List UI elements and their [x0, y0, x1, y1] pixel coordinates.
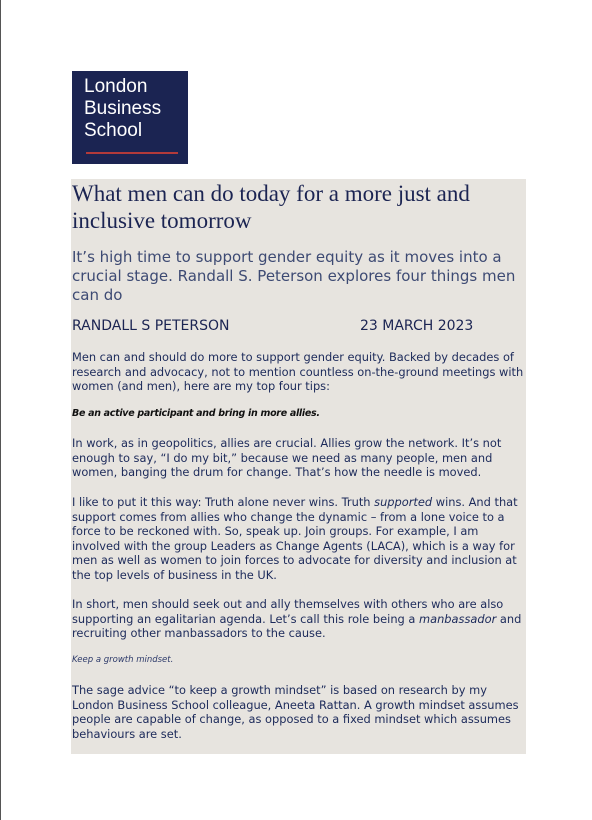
publish-date: 23 MARCH 2023 — [360, 318, 474, 334]
emphasis-text: manbassador — [419, 611, 497, 626]
author-name[interactable]: RANDALL S PETERSON — [72, 318, 230, 334]
paragraph-text: I like to put it this way: Truth alone never wins. Truth — [72, 495, 375, 509]
paragraph-allies: In work, as in geopolitics, allies are crucial. Allies grow the network. It’s not enough to say, “I do my bit,” because we need as many people, men and women, banging the drum for change. That’s how the needle is moved. — [72, 436, 502, 480]
paragraph-text: wins. And that support comes from allies who change the dynamic – from a lone voice to a force to be reckoned with. So, speak up. Join groups. For example, I am involved with the group Leaders as Change Agents (LACA), which is a way for men as well as women to join forces to advocate for diversity and inclusion at the top levels of business in the UK. — [72, 495, 518, 582]
logo-line-1: London — [84, 76, 148, 97]
paragraph-text: and recruiting other manbassadors to the cause. — [72, 611, 522, 641]
article-title: What men can do today for a more just and inclusive tomorrow — [72, 181, 470, 233]
paragraph-text: In short, men should seek out and ally themselves with others who are also supporting an egalitarian agenda. Let’s call this role being a — [72, 597, 504, 626]
paragraph-manbassador — [72, 597, 524, 641]
byline — [72, 318, 492, 338]
intro-paragraph: Men can and should do more to support gender equity. Backed by decades of research and advocacy, not to mention countless on-the-ground meetings with women (and men), here are my top four tips: — [72, 350, 524, 394]
logo-line-3: School — [84, 120, 143, 141]
lbs-logo[interactable] — [72, 71, 188, 164]
page-edge-rule — [0, 0, 1, 820]
article-subtitle: It’s high time to support gender equity as it moves into a crucial stage. Randall S. Peterson explores four things men can do — [72, 248, 516, 304]
emphasis-text: supported — [374, 495, 433, 509]
paragraph-growth-mindset: The sage advice “to keep a growth mindset” is based on research by my London Business School colleague, Aneeta Rattan. A growth mindset assumes people are capable of change, as opposed to a fixed mindset which assumes behaviours are set. — [72, 683, 519, 741]
paragraph-truth-supported — [72, 495, 524, 583]
tip-heading-1: Be an active participant and bring in more allies. — [72, 408, 320, 419]
logo-underline — [86, 152, 178, 154]
tip-heading-2: Keep a growth mindset. — [72, 655, 174, 665]
logo-line-2: Business — [84, 98, 162, 119]
